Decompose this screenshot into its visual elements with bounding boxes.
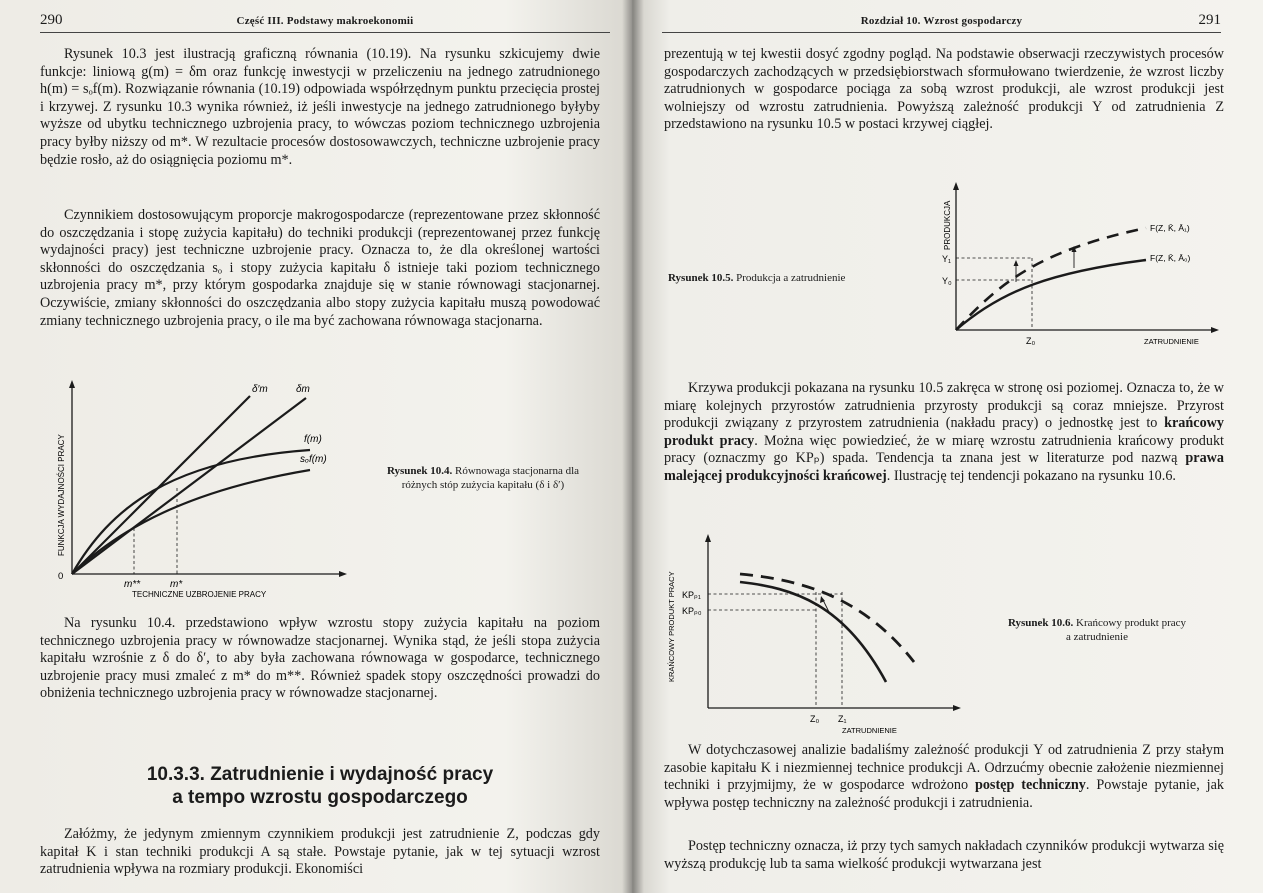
paragraph: prezentują w tej kwestii dosyć zgodny pogląd. Na podstawie obserwacji rzeczywistych procesów gospodarczych zachodzących w przedsiębiorstwach sformułowano twierdzenie, że wzrost liczby zatrudnionych w gospodarce pociąga za sobą wzrost produkcji, ale wzrost produkcji jest wolniejszy od wzrostu zatrudnienia. Powyższą zależność produkcji Y od zatrudnienia Z przedstawiono na rysunku 10.5 w postaci krzywej ciągłej. (664, 46, 1224, 133)
x-axis-label: ZATRUDNIENIE (1144, 337, 1199, 346)
line-delta-m (72, 398, 306, 574)
label-delta-m: δm (296, 384, 310, 395)
label-delta-prime-m: δ′m (252, 384, 268, 395)
text-run: . Powstaje pytanie, jak wpływa postęp techniczny na zależność produkcji i zatrudnienia. (664, 777, 1224, 811)
y-axis-arrow (69, 380, 75, 388)
x-axis-label: ZATRUDNIENIE (842, 726, 897, 735)
figure-10-6 (664, 532, 964, 740)
text-run: . Można więc powiedzieć, że w miarę wzrostu zatrudnienia krańcowy produkt pracy (oznaczmy go KPₚ) spada. Tendencja ta znana jest w literaturze pod nazwą (664, 432, 1224, 467)
running-head-title: Część III. Podstawy makroekonomii (236, 15, 414, 27)
label-f-m: f(m) (304, 434, 322, 445)
paragraph: Postęp techniczny oznacza, iż przy tych samych nakładach czynników produkcji wytwarza się wyższą produkcję lub ta sama wielkość produkcji wytwarzana jest (664, 838, 1224, 872)
figure-10-6-caption (972, 616, 1222, 644)
page-number: 291 (1198, 12, 1221, 28)
caption-text: Krańcowy produkt pracy (1073, 617, 1187, 629)
origin-label: 0 (58, 571, 64, 582)
y1-label: Y₁ (942, 254, 952, 264)
x-axis-arrow (1211, 327, 1219, 333)
y-axis-label: PRODUKCJA (943, 200, 952, 250)
kp1-label: KPₚ₁ (682, 590, 701, 600)
book-gutter (622, 0, 644, 893)
page-number: 290 (40, 12, 63, 28)
bold-term: krańcowy produkt pracy (664, 415, 1224, 449)
bold-term: prawa malejącej produkcyjności krańcowej (664, 450, 1224, 484)
y-axis-label: FUNKCJA WYDAJNOŚCI PRACY (57, 434, 66, 556)
figure-10-5-caption (668, 271, 918, 285)
y-axis-arrow (953, 182, 959, 190)
figure-10-4 (50, 378, 350, 600)
section-heading-line: a tempo wzrostu gospodarczego (172, 787, 468, 808)
production-curve-a0 (956, 260, 1146, 330)
paragraph (664, 742, 1224, 812)
caption-label: Rysunek 10.4. (386, 465, 453, 477)
figure-10-5 (922, 180, 1222, 352)
mpl-curve-a0 (740, 582, 886, 682)
caption-text: a zatrudnienie (1066, 631, 1128, 643)
z0-label: Z₀ (1026, 336, 1036, 346)
curve-f-m (72, 450, 310, 574)
z1-label: Z₁ (838, 714, 847, 724)
text-run: W dotychczasowej analizie badaliśmy zależność produkcji Y od zatrudnienia Z przy stałym zasobie kapitału K i niezmiennej technice produkcji A. Odrzućmy obecnie założenie niezmiennej techniki i przyjmijmy, że w gospodarce wdrożono (664, 742, 1224, 794)
right-page (632, 0, 1263, 893)
paragraph: Na rysunku 10.4. przedstawiono wpływ wzrostu stopy zużycia kapitału na poziom technicznego uzbrojenia pracy w równowadze stacjonarnej. Wynika stąd, że jeśli stopa zużycia kapitału wzrośnie z δ do δ′, to aby była zachowana równowaga w gospodarce, technicznego uzbrojenie pracy musi zmaleć z m* do m**. Również spadek stopy oszczędności prowadzi do obniżenia technicznego uzbrojenia pracy w równowadze stacjonarnej. (40, 615, 600, 702)
line-delta-prime-m (72, 396, 250, 574)
tick-m-star: m* (170, 579, 183, 590)
section-heading (40, 763, 600, 809)
paragraph: Rysunek 10.3 jest ilustracją graficzną równania (10.19). Na rysunku szkicujemy dwie funkcje: liniową g(m) = δm oraz funkcję inwestycji w przeliczeniu na jednego zatrudnionego h(m) = sₒf(m). Rozwiązanie równania (10.19) odpowiada współrzędnym punktu przecięcia prostej i krzywej. Z rysunku 10.3 wynika również, iż jeśli inwestycje na jednego zatrudnionego byłyby wyższe od ubytku technicznego uzbrojenia pracy, to wówczas poziom technicznego uzbrojenia pracy byłby niższy od m*. W rezultacie procesów dostosowawczych, techniczne uzbrojenie pracy będzie rosło, aż do osiągnięcia poziomu m*. (40, 46, 600, 168)
caption-text: Produkcja a zatrudnienie (733, 272, 846, 284)
x-axis-arrow (953, 705, 961, 711)
curve-lower-label: F(Z, K̄, Ā₀) (1150, 253, 1191, 263)
z0-label: Z₀ (810, 714, 820, 724)
y0-label: Y₀ (942, 276, 952, 286)
kp0-label: KPₚ₀ (682, 606, 702, 616)
section-heading-line: 10.3.3. Zatrudnienie i wydajność pracy (146, 764, 494, 785)
paragraph: Czynnikiem dostosowującym proporcje makrogospodarcze (reprezentowane przez skłonność do oszczędzania i stopę zużycia kapitału) do techniki produkcji (reprezentowanej przez funkcję wydajności pracy) jest techniczne uzbrojenie pracy. Oznacza to, że dla określonej wartości skłonności do oszczędzania sₒ i stopy zużycia kapitału δ istnieje taki poziom technicznego uzbrojenia pracy m*, przy którym gospodarka znajduje się w stanie równowagi stacjonarnej. Oczywiście, zmiany skłonności do oszczędzania albo stopy zużycia kapitału muszą powodować zmiany technicznego uzbrojenia pracy, o ile ma być zachowana równowaga stacjonarna. (40, 207, 600, 329)
text-run: Krzywa produkcji pokazana na rysunku 10.5 zakręca w stronę osi poziomej. Oznacza to, że w miarę kolejnych przyrostów zatrudnienia przyrosty produkcji są coraz mniejsze. Przyrost produkcji związany z przyrostem zatrudnienia (nakładu pracy) o jednostkę jest to (664, 380, 1224, 432)
caption-label: Rysunek 10.6. (1007, 617, 1074, 629)
caption-label: Rysunek 10.5. (668, 272, 734, 284)
left-running-head (40, 10, 610, 33)
paragraph (664, 380, 1224, 486)
paragraph: Załóżmy, że jedynym zmiennym czynnikiem produkcji jest zatrudnienie Z, podczas gdy kapitał K i stan techniki produkcji A są stałe. Powstaje pytanie, jak w tej sytuacji wzrost zatrudnienia wpływa na rozmiary produkcji. Ekonomiści (40, 826, 600, 878)
x-axis-arrow (339, 571, 347, 577)
curve-upper-label: F(Z, K̄, Ā₁) (1150, 223, 1190, 233)
x-axis-label: TECHNICZNE UZBROJENIE PRACY (132, 590, 267, 599)
y-axis-arrow (705, 534, 711, 542)
label-so-f-m: sₒf(m) (300, 454, 327, 465)
bold-term: postęp techniczny (974, 777, 1086, 794)
text-run: . Ilustrację tej tendencji pokazano na rysunku 10.6. (886, 467, 1176, 484)
tick-m-double-star: m** (124, 579, 141, 590)
caption-text: różnych stóp zużycia kapitału (δ i δ′) (401, 479, 565, 491)
right-running-head (662, 10, 1221, 33)
figure-10-4-caption (358, 464, 608, 492)
running-head-title: Rozdział 10. Wzrost gospodarczy (860, 15, 1023, 27)
shift-arrow-1-head (1014, 260, 1019, 266)
y-axis-label: KRAŃCOWY PRODUKT PRACY (667, 571, 676, 682)
caption-text: Równowaga stacjonarna dla (452, 465, 580, 477)
